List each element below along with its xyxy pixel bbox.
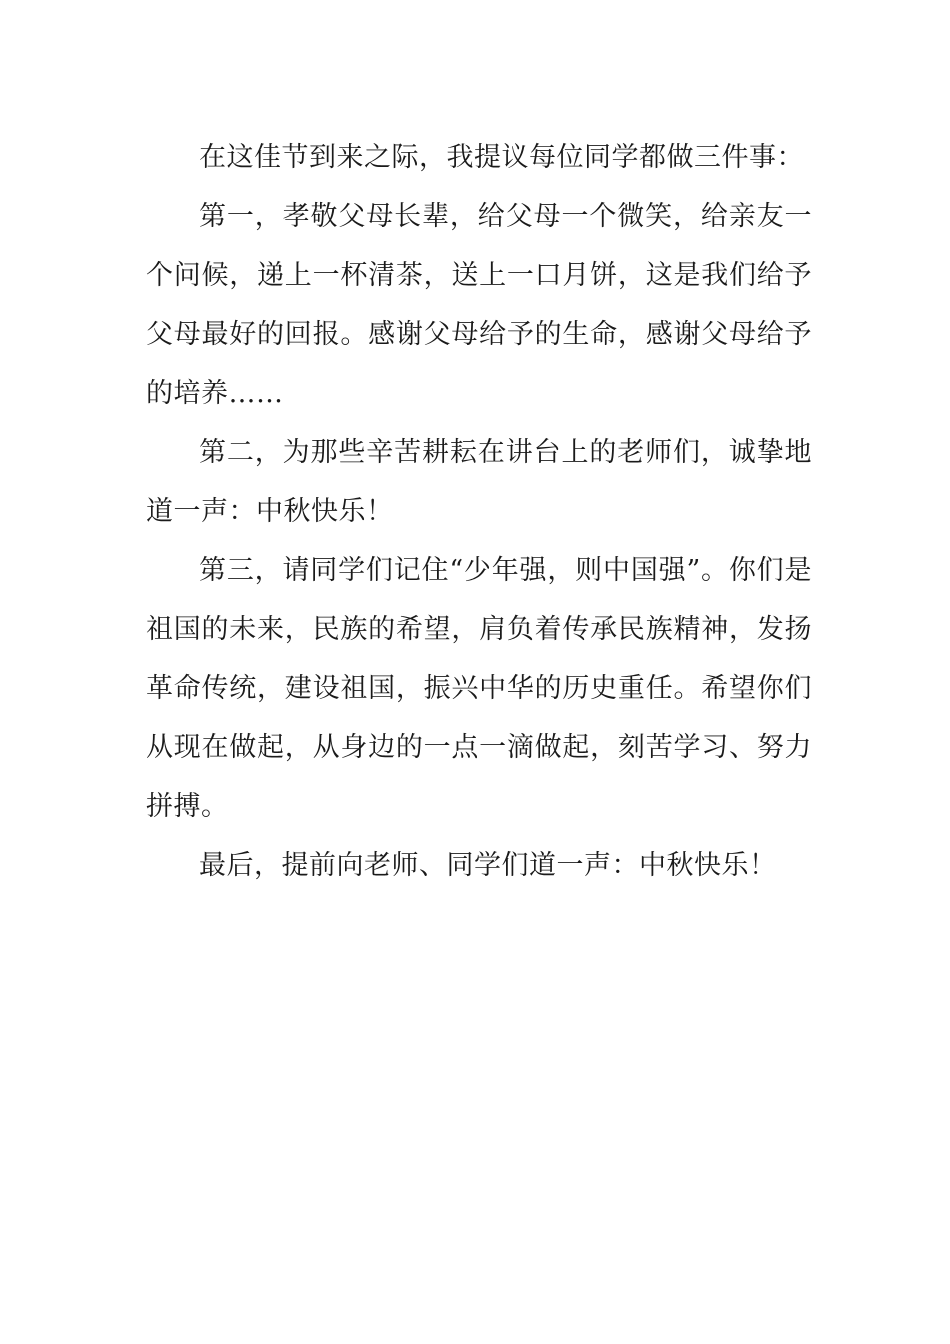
paragraph-second: 第二，为那些辛苦耕耘在讲台上的老师们，诚挚地道一声：中秋快乐！ bbox=[146, 437, 812, 527]
paragraph-closing: 最后，提前向老师、同学们道一声：中秋快乐！ bbox=[199, 850, 777, 881]
paragraph-first: 第一，孝敬父母长辈，给父母一个微笑，给亲友一个问候，递上一杯清茶，送上一口月饼，这是我们给予父母最好的回报。感谢父母给予的生命，感谢父母给予的培养…… bbox=[146, 201, 812, 409]
paragraph-intro: 在这佳节到来之际，我提议每位同学都做三件事： bbox=[199, 142, 804, 173]
document-body bbox=[146, 128, 812, 895]
paragraph-third: 第三，请同学们记住“少年强，则中国强”。你们是祖国的未来，民族的希望，肩负着传承民族精神，发扬革命传统，建设祖国，振兴中华的历史重任。希望你们从现在做起，从身边的一点一滴做起，刻苦学习、努力拼搏。 bbox=[146, 555, 812, 822]
